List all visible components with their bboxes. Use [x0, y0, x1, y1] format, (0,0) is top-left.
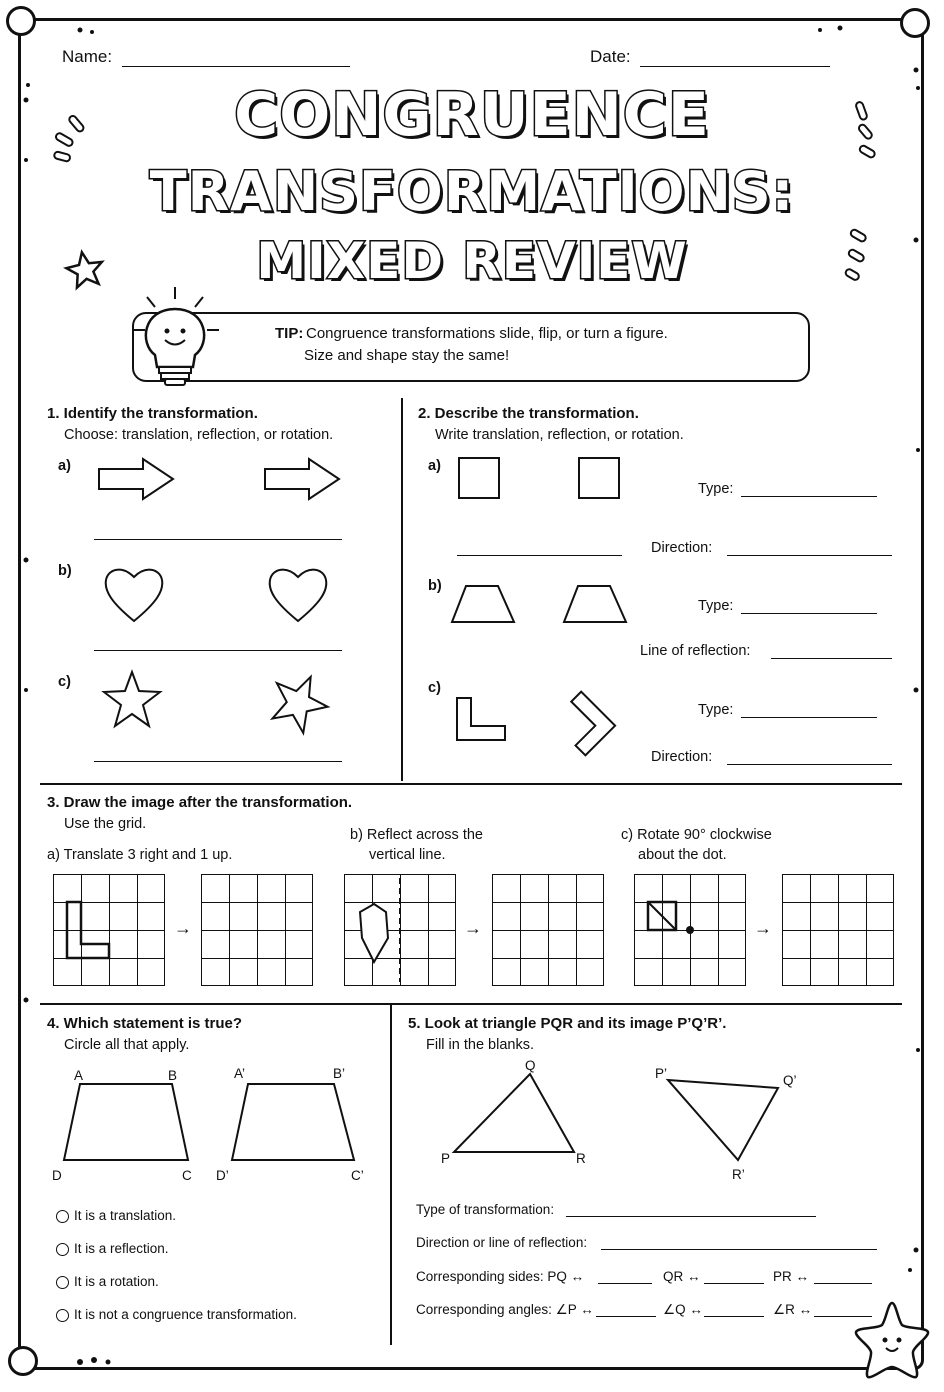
q1-subtitle: Choose: translation, reflection, or rotation. — [64, 427, 334, 443]
title-line-1: CONGRUENCE — [234, 80, 710, 150]
q5-direction-line[interactable] — [601, 1249, 877, 1250]
q2b-trapezoid-image — [562, 584, 628, 626]
name-label: Name: — [62, 47, 113, 66]
q4-option-1-radio[interactable] — [56, 1210, 69, 1223]
q3c-arrow: → — [754, 918, 772, 938]
q5-pr-label: PR ↔ — [773, 1269, 810, 1284]
q5-direction-label: Direction or line of reflection: — [416, 1235, 588, 1250]
q4-option-2-radio[interactable] — [56, 1243, 69, 1256]
smiling-star-icon — [852, 1300, 932, 1380]
q4-option-3-radio[interactable] — [56, 1276, 69, 1289]
divider-q1-q2 — [401, 398, 403, 781]
q3b-instruction-line-1: b) Reflect across the — [350, 827, 483, 843]
q5-type-label: Type of transformation: — [416, 1202, 555, 1217]
q1-part-a: a) — [58, 458, 71, 474]
q3a-arrow: → — [174, 918, 192, 938]
q5-type-line[interactable] — [566, 1216, 816, 1217]
q5-angle-p-line[interactable] — [596, 1316, 656, 1317]
q3b-instruction-line-2: vertical line. — [369, 847, 446, 863]
q4-option-1[interactable]: It is a translation. — [74, 1208, 177, 1223]
q1a-answer-line[interactable] — [94, 539, 342, 540]
q2c-lshape-original — [455, 696, 509, 744]
name-input-line[interactable] — [122, 66, 350, 67]
q4-label-d: D — [52, 1168, 62, 1183]
decorative-dashes-left — [55, 115, 115, 175]
star-icon — [65, 250, 105, 290]
q3c-instruction-line-2: about the dot. — [638, 847, 727, 863]
q5-qr-line[interactable] — [704, 1283, 764, 1284]
q3b-grid-answer[interactable] — [492, 874, 604, 986]
q5-qr-label: QR ↔ — [663, 1269, 701, 1284]
q2c-lshape-image — [556, 694, 616, 750]
q2c-direction-label: Direction: — [651, 749, 713, 765]
q5-label-r-prime: R’ — [732, 1167, 745, 1182]
q2a-answer-line[interactable] — [457, 555, 622, 556]
title-line-2: TRANSFORMATIONS: — [149, 160, 795, 223]
q1a-arrow-original — [97, 457, 177, 501]
q5-label-r: R — [576, 1151, 586, 1166]
q2c-type-label: Type: — [698, 702, 734, 718]
date-label: Date: — [590, 47, 631, 66]
q2a-type-label: Type: — [698, 481, 734, 497]
tip-text-line-2: Size and shape stay the same! — [304, 347, 510, 364]
date-input-line[interactable] — [640, 66, 830, 67]
q1b-answer-line[interactable] — [94, 650, 342, 651]
q4-option-3[interactable]: It is a rotation. — [74, 1274, 159, 1289]
q4-trapezoid-abcd — [62, 1082, 192, 1162]
q4-title: 4. Which statement is true? — [47, 1015, 243, 1032]
q4-trapezoid-image — [230, 1082, 360, 1162]
divider-q1q2-q3 — [40, 783, 902, 785]
q2a-square-image — [578, 457, 622, 501]
q5-angle-r-label: ∠R ↔ — [773, 1302, 813, 1317]
q3-title: 3. Draw the image after the transformation. — [47, 794, 353, 811]
q3c-instruction-line-1: c) Rotate 90° clockwise — [621, 827, 772, 843]
q3b-arrow: → — [464, 918, 482, 938]
q5-label-p-prime: P’ — [655, 1066, 668, 1081]
q4-label-b: B — [168, 1068, 178, 1083]
tip-label: TIP: — [275, 325, 304, 342]
q2a-square-original — [458, 457, 502, 501]
q5-sides-label: Corresponding sides: PQ ↔ — [416, 1269, 585, 1284]
q5-triangle-image — [666, 1076, 786, 1166]
q3a-lshape — [53, 874, 165, 986]
q1-title: 1. Identify the transformation. — [47, 405, 258, 422]
q5-angle-q-line[interactable] — [704, 1316, 764, 1317]
q5-pr-line[interactable] — [814, 1283, 872, 1284]
q4-option-4-radio[interactable] — [56, 1309, 69, 1322]
q1c-answer-line[interactable] — [94, 761, 342, 762]
q2-part-b: b) — [428, 578, 442, 594]
q4-label-a-prime: A’ — [234, 1066, 246, 1081]
q2-subtitle: Write translation, reflection, or rotation. — [435, 427, 684, 443]
q4-label-d-prime: D’ — [216, 1168, 229, 1183]
q2-part-a: a) — [428, 458, 441, 474]
q1c-star-image — [266, 672, 330, 736]
q3a-grid-answer[interactable] — [201, 874, 313, 986]
q4-label-c: C — [182, 1168, 192, 1183]
tip-text-line-1: Congruence transformations slide, flip, or turn a figure. — [306, 325, 668, 342]
q3-subtitle: Use the grid. — [64, 816, 147, 832]
q1c-star-original — [100, 670, 164, 730]
q3a-instruction: a) Translate 3 right and 1 up. — [47, 847, 233, 863]
q2b-line-of-reflection-label: Line of reflection: — [640, 643, 751, 659]
q3b-shape-with-mirror-line — [344, 874, 456, 986]
q1-part-c: c) — [58, 674, 71, 690]
q2a-direction-label: Direction: — [651, 540, 713, 556]
q5-pq-line[interactable] — [598, 1283, 652, 1284]
q1-part-b: b) — [58, 563, 72, 579]
q1a-arrow-image — [263, 457, 343, 501]
q2a-direction-line[interactable] — [727, 555, 892, 556]
q4-option-2[interactable]: It is a reflection. — [74, 1241, 169, 1256]
q1b-heart-original — [102, 563, 166, 623]
q2b-trapezoid-original — [450, 584, 516, 626]
q4-subtitle: Circle all that apply. — [64, 1037, 190, 1053]
q1b-heart-image — [266, 563, 330, 623]
q5-triangle-pqr — [450, 1072, 580, 1162]
q5-angle-q-label: ∠Q ↔ — [663, 1302, 703, 1317]
q3c-shape-with-dot — [634, 874, 746, 986]
q2c-type-line[interactable] — [741, 717, 877, 718]
q2c-direction-line[interactable] — [727, 764, 892, 765]
q5-angles-label: Corresponding angles: ∠P ↔ — [416, 1302, 594, 1317]
q3c-grid-answer[interactable] — [782, 874, 894, 986]
q2-title: 2. Describe the transformation. — [418, 405, 639, 422]
q5-title: 5. Look at triangle PQR and its image P’Q’R’. — [408, 1015, 727, 1032]
q4-label-c-prime: C’ — [351, 1168, 364, 1183]
q2-part-c: c) — [428, 680, 441, 696]
decorative-dashes-right-top — [850, 100, 890, 170]
q2a-type-line[interactable] — [741, 496, 877, 497]
q4-label-a: A — [74, 1068, 84, 1083]
decorative-dashes-right-bottom — [845, 228, 885, 288]
q5-label-p: P — [441, 1151, 451, 1166]
q2b-line-of-reflection-line[interactable] — [771, 658, 892, 659]
title-line-3: MIXED REVIEW — [256, 232, 688, 290]
lightbulb-icon — [125, 285, 225, 395]
q4-label-b-prime: B’ — [333, 1066, 346, 1081]
divider-q4-q5 — [390, 1005, 392, 1345]
q4-option-4[interactable]: It is not a congruence transformation. — [74, 1307, 297, 1322]
q2b-type-label: Type: — [698, 598, 734, 614]
q2b-type-line[interactable] — [741, 613, 877, 614]
q5-subtitle: Fill in the blanks. — [426, 1037, 534, 1053]
divider-q3-q4q5 — [40, 1003, 902, 1005]
q5-label-q-prime: Q’ — [783, 1073, 797, 1088]
q5-label-q: Q — [525, 1058, 536, 1073]
